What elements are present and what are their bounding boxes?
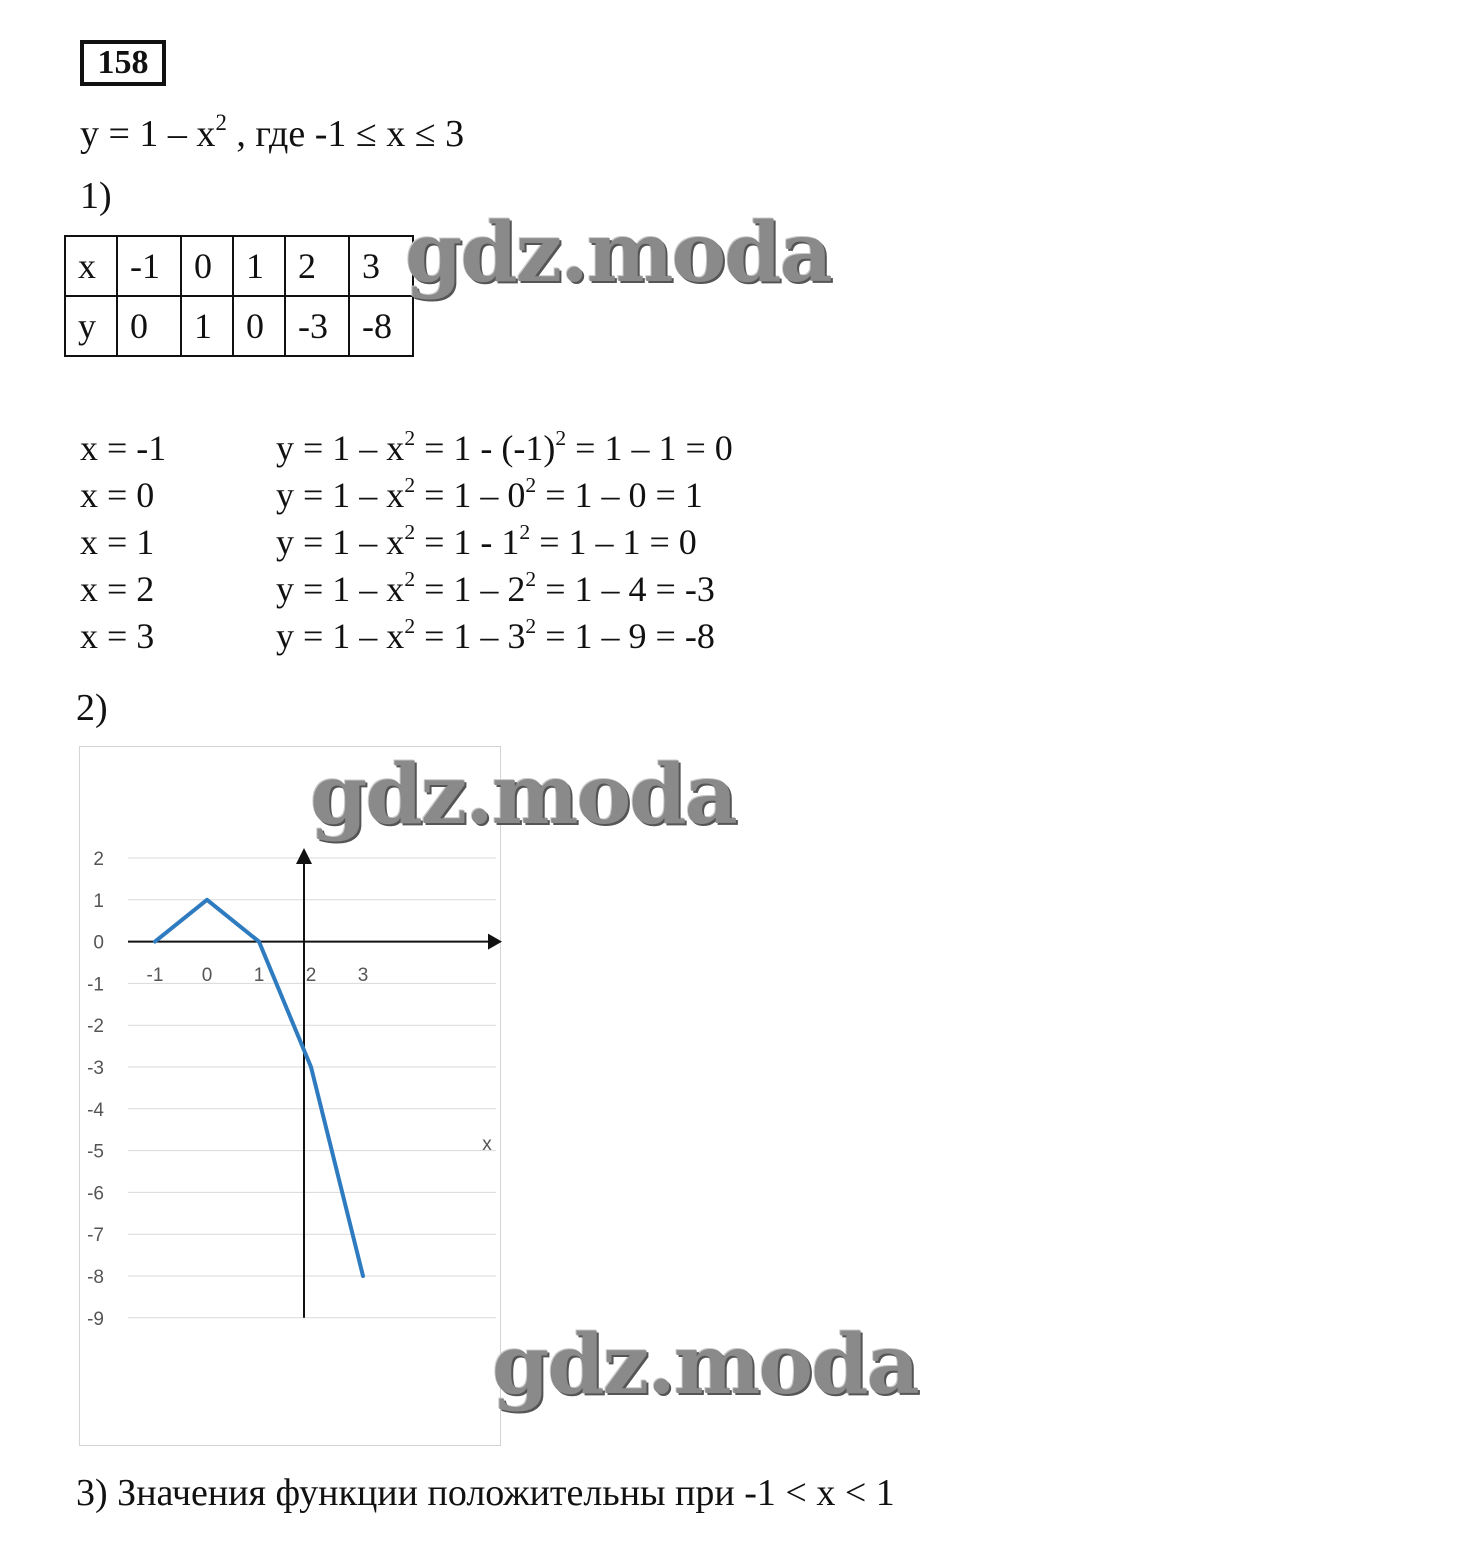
chart-series bbox=[155, 900, 363, 1276]
x-tick-label: 0 bbox=[201, 965, 213, 986]
table-cell: -3 bbox=[285, 296, 349, 356]
calc-x: x = 0 bbox=[80, 475, 155, 515]
y-tick-label: -9 bbox=[87, 1308, 104, 1330]
table-cell: 1 bbox=[233, 236, 285, 296]
table-cell: 2 bbox=[285, 236, 349, 296]
y-axis-arrow bbox=[296, 848, 312, 864]
table-cell: 0 bbox=[117, 296, 181, 356]
y-tick-label: 1 bbox=[93, 890, 104, 912]
calc-x: x = 2 bbox=[80, 569, 155, 609]
watermark: gdz.moda bbox=[492, 1317, 918, 1413]
calc-x: x = 1 bbox=[80, 522, 155, 562]
calc-y: $y = 1 - x^2 = 1 - 3^2 = 1 - 9 = -8$ bbox=[276, 613, 715, 656]
table-cell: -8 bbox=[349, 296, 413, 356]
y-tick-label: -2 bbox=[87, 1016, 104, 1038]
x-axis-arrow bbox=[488, 934, 502, 950]
y-tick-label: 0 bbox=[93, 932, 104, 954]
y-tick-label: 2 bbox=[93, 849, 104, 870]
watermark: gdz.moda bbox=[405, 205, 831, 301]
x-tick-label: 1 bbox=[253, 965, 265, 986]
x-tick-label: 3 bbox=[357, 965, 369, 986]
x-axis-label: x bbox=[482, 1134, 492, 1155]
calc-x: x = -1 bbox=[80, 428, 167, 468]
formula-exponent: 2 bbox=[215, 110, 227, 136]
chart-grid bbox=[128, 858, 496, 1318]
table-cell: 0 bbox=[181, 236, 233, 296]
formula-prefix: y = 1 – x bbox=[80, 113, 216, 155]
y-tick-label: -5 bbox=[87, 1141, 104, 1163]
calc-y: $y = 1 - x^2 = 1 - (-1)^2 = 1 - 1 = 0$ bbox=[276, 425, 733, 468]
table-cell: 1 bbox=[181, 296, 233, 356]
table-cell: 0 bbox=[233, 296, 285, 356]
y-tick-label: -1 bbox=[87, 974, 104, 996]
part3-text: 3) Значения функции положительны при -1 < x < 1 bbox=[76, 1472, 895, 1514]
calc-y: $y = 1 - x^2 = 1 - 0^2 = 1 - 0 = 1$ bbox=[276, 472, 703, 515]
series-line bbox=[155, 900, 363, 1276]
part1-label: 1) bbox=[80, 175, 112, 217]
table-header-x: x bbox=[65, 236, 117, 296]
y-tick-label: -3 bbox=[87, 1058, 104, 1079]
problem-number: 158 bbox=[80, 40, 166, 86]
formula-suffix: , где -1 ≤ x ≤ 3 bbox=[226, 113, 465, 155]
chart-labels bbox=[87, 849, 492, 1330]
x-tick-label: 2 bbox=[305, 965, 317, 986]
table-cell: 3 bbox=[349, 236, 413, 296]
y-tick-label: -4 bbox=[87, 1099, 104, 1121]
part2-label: 2) bbox=[76, 687, 108, 729]
table-cell: -1 bbox=[117, 236, 181, 296]
calc-y: $y = 1 - x^2 = 1 - 2^2 = 1 - 4 = -3$ bbox=[276, 566, 715, 609]
y-tick-label: -6 bbox=[87, 1183, 104, 1205]
y-tick-label: -7 bbox=[87, 1225, 104, 1247]
table-header-y: y bbox=[65, 296, 117, 356]
calc-y: $y = 1 - x^2 = 1 - 1^2 = 1 - 1 = 0$ bbox=[276, 519, 697, 562]
x-tick-label: -1 bbox=[146, 965, 164, 986]
y-tick-label: -8 bbox=[87, 1267, 104, 1288]
calc-x: x = 3 bbox=[80, 616, 155, 656]
watermark: gdz.moda bbox=[310, 747, 736, 843]
